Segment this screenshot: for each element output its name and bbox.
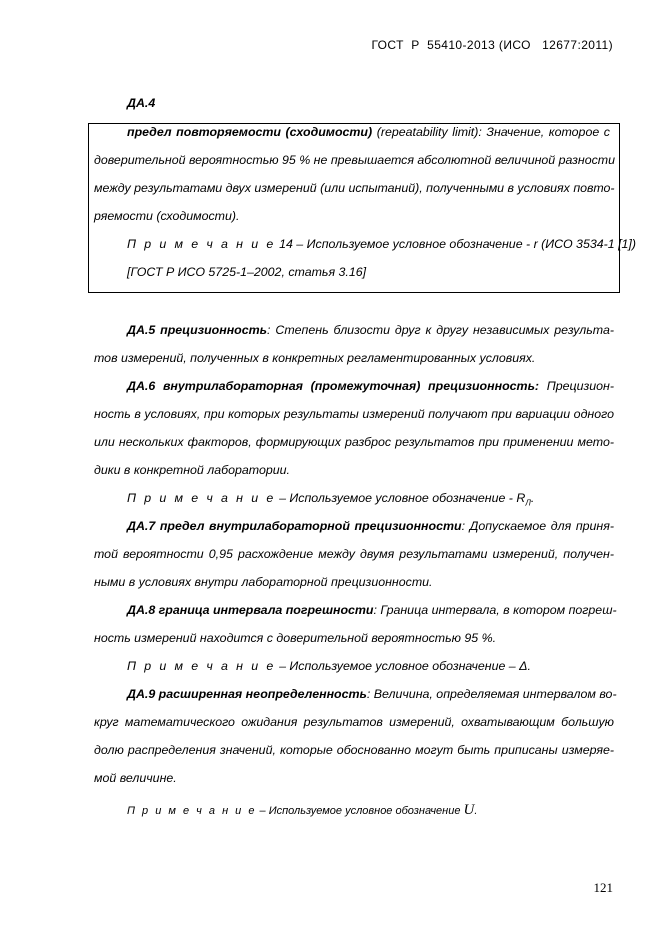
da9-note-symbol: U bbox=[463, 802, 475, 818]
da5-term: ДА.5 прецизионность bbox=[127, 323, 268, 337]
da6-line-1 bbox=[127, 378, 614, 394]
da6-note-text: – Используемое условное обозначение - R bbox=[275, 491, 526, 505]
da4-line-2: доверительной вероятностью 95 % не превышается абсолютной величиной разности bbox=[94, 153, 616, 167]
da6-note-subscript: Л bbox=[525, 498, 531, 508]
da6-term: ДА.6 внутрилабораторная (промежуточная) прецизионность: bbox=[127, 379, 540, 393]
da8-line-1 bbox=[127, 602, 617, 618]
da6-note-end: . bbox=[530, 491, 535, 505]
page-number: 121 bbox=[593, 880, 613, 895]
da9-note-text: – Используемое условное обозначение bbox=[256, 805, 464, 817]
da9-note-end: . bbox=[474, 805, 478, 817]
document-header: ГОСТ Р 55410-2013 (ИСО 12677:2011) bbox=[371, 38, 613, 52]
da6-line-2: ность в условиях, при которых результаты измерений получают при вариации одного bbox=[94, 407, 614, 421]
da5-line-1 bbox=[127, 322, 614, 338]
da9-note bbox=[127, 802, 614, 819]
da6-line-4: дики в конкретной лаборатории. bbox=[94, 463, 290, 477]
da6-note-label: П р и м е ч а н и е bbox=[127, 491, 276, 505]
da4-note-text: 14 – Используемое условное обозначение - r (ИСО 3534-1 [1]) bbox=[275, 237, 636, 251]
da4-source: [ГОСТ Р ИСО 5725-1–2002, статья 3.16] bbox=[127, 265, 367, 279]
da4-line-3: между результатами двух измерений (или испытаний), полученными в условиях повто- bbox=[94, 181, 615, 195]
da6-line-3: или нескольких факторов, формирующих разброс результатов при применении мето- bbox=[94, 435, 614, 449]
da9-line-1 bbox=[127, 686, 617, 702]
da4-note bbox=[127, 236, 636, 252]
da5-line-2: тов измерений, полученных в конкретных регламентированных условиях. bbox=[94, 351, 536, 365]
da8-line-2: ность измерений находится с доверительной вероятностью 95 %. bbox=[94, 631, 497, 645]
da9-line-4: мой величине. bbox=[94, 771, 177, 785]
da8-line1-rest: : Граница интервала, в котором погреш- bbox=[373, 603, 617, 617]
da9-line1-rest: : Величина, определяемая интервалом во- bbox=[366, 687, 617, 701]
da9-note-label: П р и м е ч а н и е bbox=[127, 805, 257, 817]
da9-line-3: долю распределения значений, которые обоснованно могут быть приписаны измеряе- bbox=[94, 743, 614, 757]
da4-line-1 bbox=[127, 124, 610, 140]
da4-line1-rest: (repeatability limit): Значение, которое с bbox=[372, 125, 610, 139]
da4-term: предел повторяемости (сходимости) bbox=[127, 125, 373, 139]
da5-line1-rest: : Степень близости друг к другу независимых результа- bbox=[267, 323, 614, 337]
da7-line1-rest: : Допускаемое для приня- bbox=[461, 519, 614, 533]
da4-line-4: ряемости (сходимости). bbox=[94, 209, 240, 223]
da7-line-3: ными в условиях внутри лабораторной прецизионности. bbox=[94, 575, 433, 589]
da8-note-text: – Используемое условное обозначение – Δ. bbox=[275, 659, 531, 673]
da8-term: ДА.8 граница интервала погрешности bbox=[127, 603, 374, 617]
da7-line-2: той вероятности 0,95 расхождение между двумя результатами измерений, получен- bbox=[94, 547, 614, 561]
da7-line-1 bbox=[127, 518, 614, 534]
da8-note bbox=[127, 658, 614, 674]
section-heading-da4: ДА.4 bbox=[127, 96, 156, 110]
da4-note-label: П р и м е ч а н и е bbox=[127, 237, 276, 251]
da6-line1-rest: Прецизион- bbox=[539, 379, 614, 393]
da7-term: ДА.7 предел внутрилабораторной прецизионности bbox=[127, 519, 462, 533]
da9-term: ДА.9 расширенная неопределенность bbox=[127, 687, 367, 701]
da8-note-label: П р и м е ч а н и е bbox=[127, 659, 276, 673]
da9-line-2: круг математического ожидания результатов измерений, охватывающим большую bbox=[94, 715, 614, 729]
da6-note bbox=[127, 490, 614, 511]
